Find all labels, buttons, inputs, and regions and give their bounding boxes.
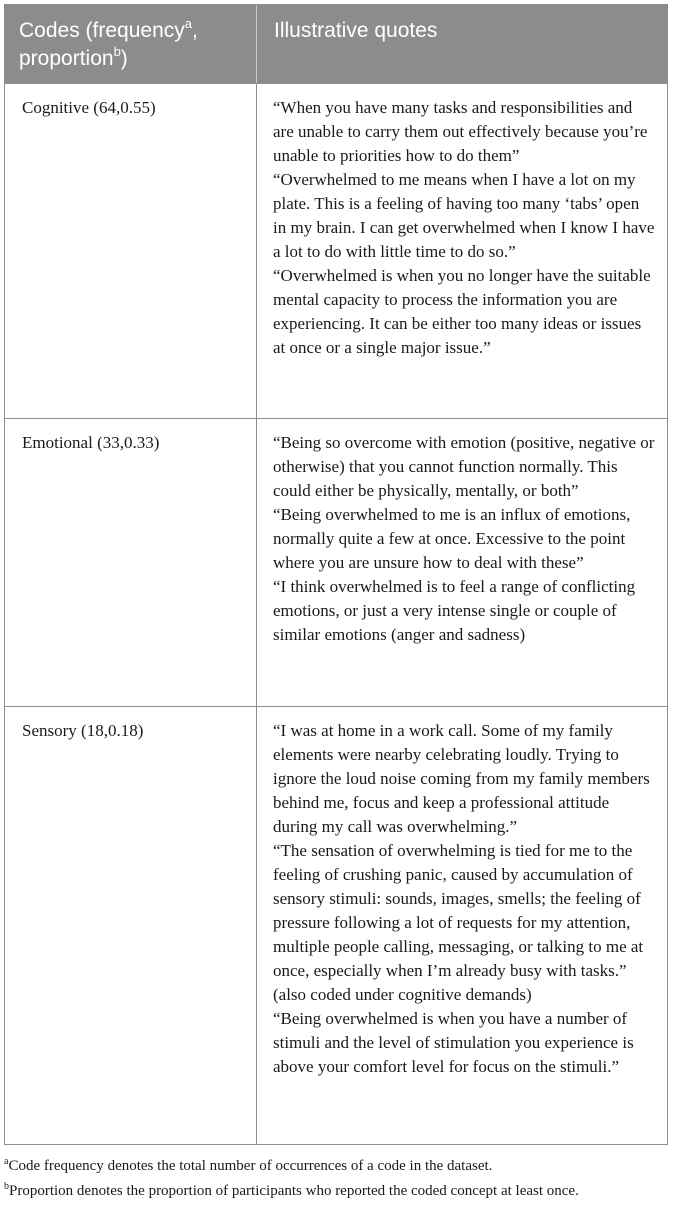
code-cell: Cognitive (64,0.55)	[5, 84, 257, 418]
header-codes-line2: proportion	[19, 47, 114, 70]
header-codes	[5, 5, 257, 83]
table-row-emotional	[5, 418, 667, 706]
quote: “Being overwhelmed is when you have a number of stimuli and the level of stimulation you experience is above your comfort level for focus on the stimuli.”	[273, 1009, 634, 1076]
footnote-mark: a	[4, 1156, 9, 1167]
quote: “When you have many tasks and responsibilities and are unable to carry them out effectively because you’re unable to priorities how to do them”	[273, 98, 648, 165]
quotes-cell	[257, 707, 667, 1144]
code-cell: Sensory (18,0.18)	[5, 707, 257, 1144]
header-codes-close: )	[120, 47, 128, 70]
header-codes-line1: Codes (frequency	[19, 19, 185, 42]
codes-table	[4, 4, 668, 1145]
quote: “I was at home in a work call. Some of my family elements were nearby celebrating loudly. Trying to ignore the loud noise coming from my family members behind me, focus and keep a professional attitude during my call was overwhelming.”	[273, 721, 650, 836]
footnote-text: Proportion denotes the proportion of participants who reported the coded concept at least once.	[9, 1183, 579, 1199]
table-row-cognitive	[5, 83, 667, 418]
header-quotes: Illustrative quotes	[274, 19, 438, 42]
footnote-mark-a: a	[184, 16, 192, 31]
table-row-sensory	[5, 706, 667, 1144]
quote: “Overwhelmed to me means when I have a lot on my plate. This is a feeling of having too many ‘tabs’ open in my brain. I can get overwhelmed when I know I have a lot to do with little time to do so.”	[273, 170, 655, 261]
code-cell: Emotional (33,0.33)	[5, 419, 257, 706]
table-header	[5, 5, 667, 83]
quote: “The sensation of overwhelming is tied for me to the feeling of crushing panic, caused by accumulation of sensory stimuli: sounds, images, smells; the feeling of pressure following a lot of requests for my attention, multiple people calling, messaging, or talking to me at once, especially when I’m already busy with tasks.” (also coded under cognitive demands)	[273, 841, 644, 1004]
footnote-mark-b: b	[113, 44, 121, 59]
quote: “Being overwhelmed to me is an influx of emotions, normally quite a few at once. Excessive to the point where you are unsure how to deal with these”	[273, 505, 631, 572]
quote: “Being so overcome with emotion (positive, negative or otherwise) that you cannot function normally. This could either be physically, mentally, or both”	[273, 433, 655, 500]
footnote-a	[4, 1155, 668, 1177]
footnote-b	[4, 1180, 668, 1202]
quotes-cell	[257, 419, 667, 706]
quote: “I think overwhelmed is to feel a range of conflicting emotions, or just a very intense single or couple of similar emotions (anger and sadness)	[273, 577, 636, 644]
quote: “Overwhelmed is when you no longer have the suitable mental capacity to process the information you are experiencing. It can be either too many ideas or issues at once or a single major issue.”	[273, 266, 651, 357]
header-codes-sep: ,	[192, 19, 198, 42]
footnote-text: Code frequency denotes the total number of occurrences of a code in the dataset.	[8, 1158, 493, 1174]
quotes-cell	[257, 84, 667, 418]
footnote-mark: b	[4, 1181, 9, 1192]
